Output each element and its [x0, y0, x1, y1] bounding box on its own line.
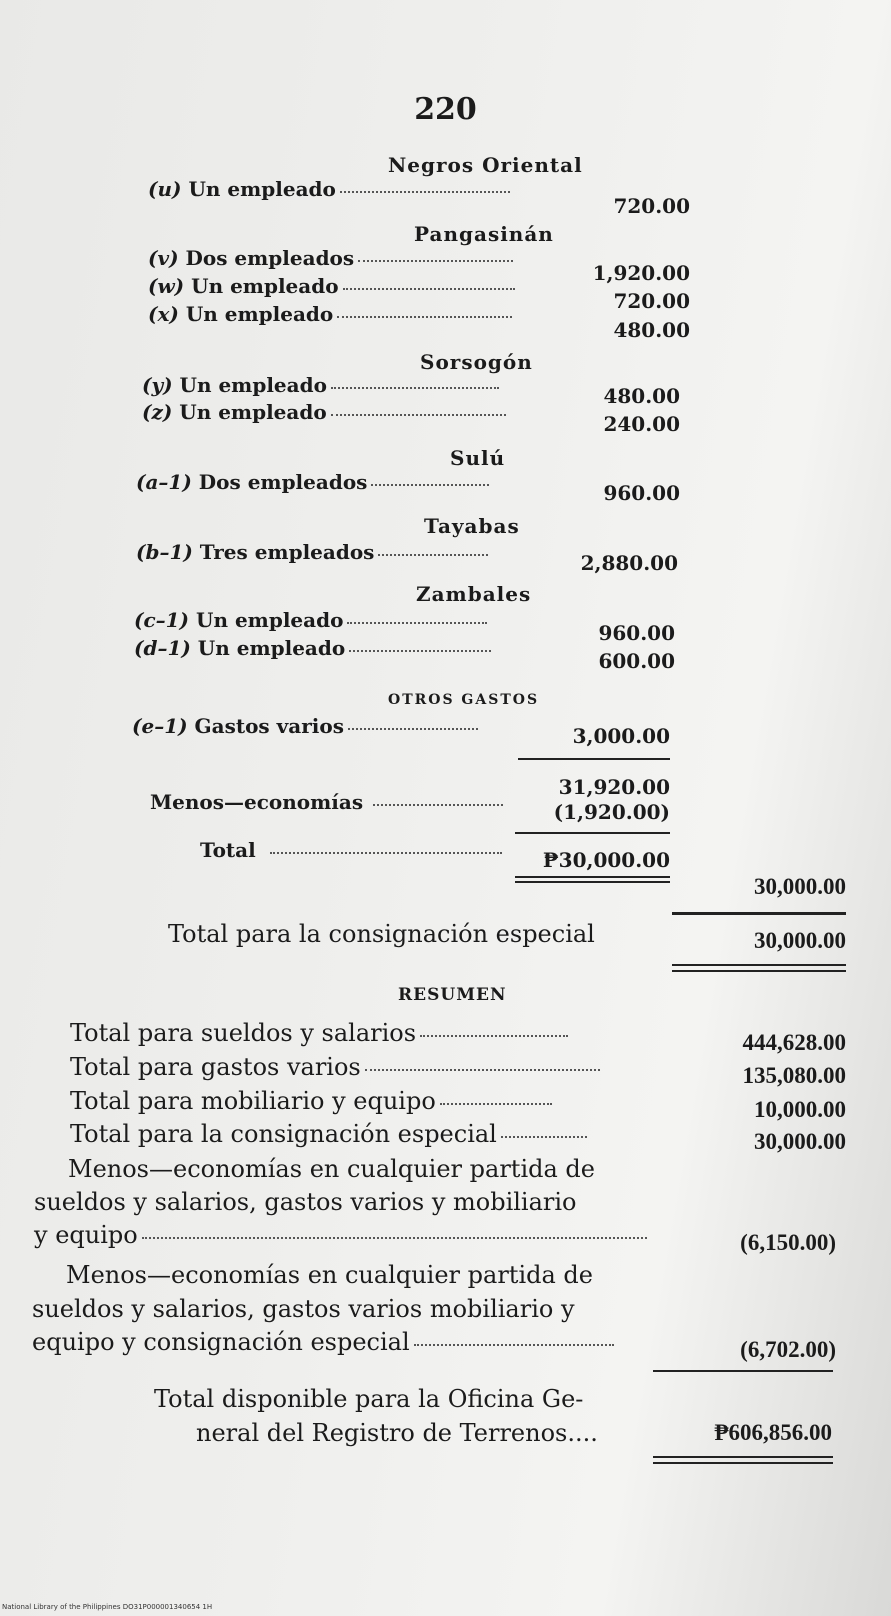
sum-rule	[515, 832, 670, 834]
province-heading: Negros Oriental	[388, 153, 583, 177]
resumen-amount: 444,628.00	[742, 1030, 846, 1055]
province-heading: Sulú	[450, 446, 506, 470]
province-heading: Zambales	[416, 582, 532, 606]
resumen-row: Total para sueldos y salarios	[70, 1019, 568, 1047]
line-amount: 3,000.00	[572, 724, 670, 748]
menos-economias-amount: (1,920.00)	[553, 800, 670, 824]
total-carried: 30,000.00	[754, 874, 846, 899]
line-amount: 2,880.00	[580, 551, 678, 575]
sum-rule	[653, 1370, 833, 1372]
menos-amount: (6,150.00)	[740, 1230, 836, 1255]
page-number: 220	[414, 92, 477, 127]
sum-rule	[518, 758, 670, 760]
province-heading: Tayabas	[424, 514, 520, 538]
double-rule	[653, 1462, 833, 1464]
line-item: (e–1) Gastos varios	[132, 714, 478, 738]
line-item: (z) Un empleado	[142, 400, 506, 424]
line-item: (w) Un empleado	[148, 274, 515, 298]
menos-line: sueldos y salarios, gastos varios mobiliario y	[32, 1295, 575, 1323]
double-rule	[672, 970, 846, 972]
double-rule	[653, 1456, 833, 1458]
line-amount: 960.00	[603, 481, 680, 505]
subtotal-amount: 31,920.00	[558, 775, 670, 799]
line-amount: 1,920.00	[592, 261, 690, 285]
final-amount: ₱606,856.00	[714, 1420, 832, 1445]
line-amount: 720.00	[613, 194, 690, 218]
double-rule	[672, 964, 846, 966]
total-amount: ₱30,000.00	[542, 848, 670, 872]
footer-credit: National Library of the Philippines DO31P000001340654 1H	[2, 1603, 213, 1611]
sum-rule	[672, 912, 846, 915]
menos-line: y equipo	[34, 1221, 647, 1249]
line-amount: 720.00	[613, 289, 690, 313]
resumen-row: Total para la consignación especial	[70, 1120, 587, 1148]
province-heading: Sorsogón	[420, 350, 533, 374]
line-amount: 600.00	[598, 649, 675, 673]
resumen-amount: 135,080.00	[742, 1063, 846, 1088]
final-line: neral del Registro de Terrenos....	[196, 1419, 598, 1447]
final-line: Total disponible para la Oficina Ge-	[154, 1385, 584, 1413]
double-rule	[515, 876, 670, 878]
resumen-amount: 30,000.00	[754, 1129, 846, 1154]
province-heading: Pangasinán	[414, 222, 554, 246]
line-amount: 960.00	[598, 621, 675, 645]
line-item: (y) Un empleado	[142, 373, 499, 397]
line-item: (b–1) Tres empleados	[136, 540, 488, 564]
consignacion-label: Total para la consignación especial	[168, 920, 595, 948]
menos-line: equipo y consignación especial	[32, 1328, 614, 1356]
resumen-row: Total para gastos varios	[70, 1053, 600, 1081]
line-item: (a–1) Dos empleados	[136, 470, 489, 494]
line-item: (u) Un empleado	[148, 177, 510, 201]
consignacion-amount: 30,000.00	[754, 928, 846, 953]
menos-line: Menos—economías en cualquier partida de	[66, 1261, 593, 1289]
line-item: (c–1) Un empleado	[134, 608, 487, 632]
resumen-amount: 10,000.00	[754, 1097, 846, 1122]
double-rule	[515, 881, 670, 883]
line-item: (x) Un empleado	[148, 302, 512, 326]
section-heading: OTROS GASTOS	[388, 692, 540, 708]
menos-amount: (6,702.00)	[740, 1337, 836, 1362]
line-amount: 480.00	[603, 384, 680, 408]
resumen-row: Total para mobiliario y equipo	[70, 1087, 552, 1115]
menos-economias: Menos—economías	[150, 790, 503, 814]
total-label: Total	[200, 838, 502, 862]
menos-line: Menos—economías en cualquier partida de	[68, 1155, 595, 1183]
line-item: (d–1) Un empleado	[134, 636, 491, 660]
line-item: (v) Dos empleados	[148, 246, 513, 270]
menos-line: sueldos y salarios, gastos varios y mobiliario	[34, 1188, 577, 1216]
resumen-heading: RESUMEN	[398, 985, 507, 1005]
line-amount: 240.00	[603, 412, 680, 436]
line-amount: 480.00	[613, 318, 690, 342]
